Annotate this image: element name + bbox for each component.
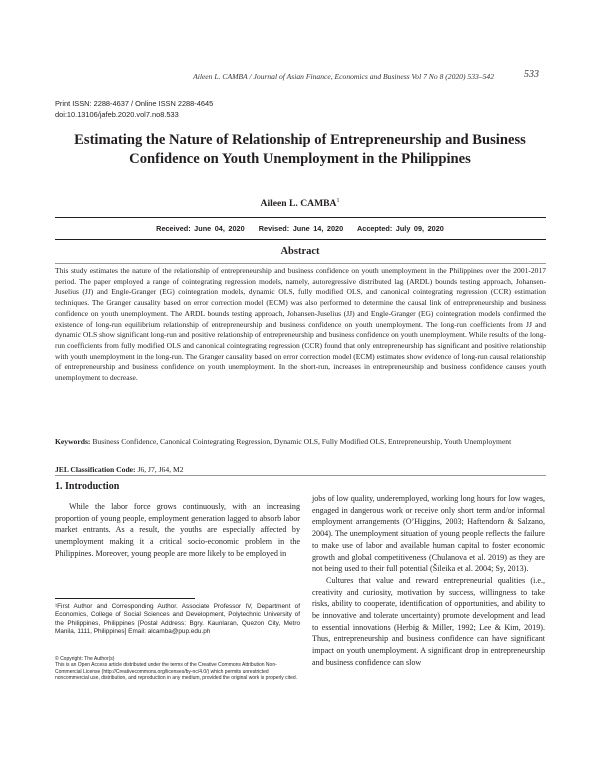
- intro-paragraph-1: While the labor force grows continuously, with an increasing proportion of young people, employment generation lagged to absorb labor market entrants. As a result, the youths are especially affected by unemployment making it a critical socio-economic problem in the Philippines. Moreover, young people are more likely to be employed in: [55, 502, 300, 558]
- running-header: Aileen L. CAMBA / Journal of Asian Finance, Economics and Business Vol 7 No 8 (2020) 533–542: [193, 72, 494, 81]
- author-footnote: ¹First Author and Corresponding Author. Associate Professor IV, Department of Economics, College of Social Sciences and Development, Polytechnic University of the Philippines, Philippines [Postal Address: Bgry. Kaunlaran, Quezon City, Metro Manila, 1111, Philippines] Email: alcamba@pup.edu.ph: [55, 603, 300, 636]
- section-heading-introduction: 1. Introduction: [55, 481, 120, 492]
- keywords-label: Keywords:: [55, 437, 91, 446]
- title-line-2: Confidence on Youth Unemployment in the Philippines: [129, 151, 471, 167]
- author-name: Aileen L. CAMBA: [260, 198, 337, 209]
- abstract-text: This study estimates the nature of the relationship of entrepreneurship and business confidence on youth unemployment in the Philippines over the 2001-2017 period. The paper employed a range of cointegrating regression models, namely, autoregressive distributed lag (ARDL) bounds testing approach, Johansen-Juselius (JJ) and Engle-Granger (EG) cointegration models, dynamic OLS, fully modified OLS, and canonical cointegrating regression (CCR) estimation techniques. The Granger causality based on error correction model (ECM) was also performed to determine the causal link of entrepreneurship and business confidence on youth unemployment. The ARDL bounds testing approach, Johansen-Juselius (JJ) and Engle-Granger (EG) cointegration models confirmed the existence of long-run equilibrium relationship of entrepreneurship and business confidence on youth unemployment. The long-run coefficients from JJ and dynamic OLS show significant long-run and positive relationship of entrepreneurship and business confidence on youth unemployment. While results of the long-run coefficients from fully modified OLS and canonical cointegrating regression (CCR) found that only entrepreneurship has significant and positive relationship with youth unemployment in the long-run. The Granger causality based on error correction model (ECM) estimates show evidence of long-run causal relationship of entrepreneurship and business confidence on youth unemployment. In the short-run, increases in entrepreneurship and business confidence causes youth unemployment to decrease.: [55, 266, 546, 383]
- intro-paragraph-3: Cultures that value and reward entrepreneurial qualities (i.e., creativity and curiosity, motivation by success, willingness to take risks, ability to cooperate, identification of opportunities, and ability to be innovative and tolerate uncertainty) promote development and lead to essential innovations (Herbig & Miller, 1992; Lee & Kim, 2019). Thus, entrepreneurship and business confidence can have significant impact on youth unemployment. A significant drop in entrepreneurship and business confidence can slow: [312, 575, 545, 667]
- author-line: [0, 198, 600, 209]
- keywords: [55, 437, 546, 448]
- keywords-text: Business Confidence, Canonical Cointegrating Regression, Dynamic OLS, Fully Modified OLS, Entrepreneurship, Youth Unemployment: [92, 437, 512, 446]
- paper-title: [40, 131, 560, 169]
- title-line-1: Estimating the Nature of Relationship of Entrepreneurship and Business: [74, 132, 526, 148]
- top-divider: [55, 217, 546, 218]
- issn-line: Print ISSN: 2288-4637 / Online ISSN 2288-4645: [55, 99, 214, 108]
- jel-divider: [55, 475, 546, 476]
- issn-block: [55, 98, 213, 120]
- copyright-notice: [55, 656, 300, 681]
- jel-codes: J6, J7, J64, M2: [137, 465, 184, 474]
- abstract-divider: [55, 263, 546, 264]
- jel-classification: [55, 465, 546, 474]
- submission-dates: Received: June 04, 2020 Revised: June 14, 2020 Accepted: July 09, 2020: [156, 224, 444, 233]
- abstract-heading: Abstract: [280, 246, 320, 257]
- doi-line[interactable]: doi:10.13106/jafeb.2020.vol7.no8.533: [55, 110, 179, 119]
- author-footnote-mark: 1: [336, 198, 340, 204]
- footnote-divider: [55, 598, 195, 599]
- page-number: 533: [524, 69, 539, 80]
- license-text: This is an Open Access article distributed under the terms of the Creative Commons Attribution Non-Commercial License (http://Creativecommons.org/licenses/by-nc/4.0/) which permits unrestricted noncommercial use, distribution, and reproduction in any medium, provided the original work is properly cited.: [55, 662, 298, 681]
- column-right: [312, 493, 545, 669]
- column-left: [55, 501, 300, 560]
- dates-divider: [55, 239, 546, 240]
- intro-paragraph-2: jobs of low quality, underemployed, working long hours for low wages, engaged in dangerous work or receive only short term and/or informal employment arrangements (O’Higgins, 2003; Haftendorn & Salzano, 2004). The unemployment situation of young people reflects the failure to make use of labor and available human capital to foster economic growth and global competitiveness (Chulanova et al. 2019) as they are not being used to their full potential (Šileika et al. 2004; Sy, 2013).: [312, 494, 545, 574]
- copyright-line: © Copyright: The Author(s): [55, 656, 115, 662]
- jel-label: JEL Classification Code:: [55, 465, 136, 474]
